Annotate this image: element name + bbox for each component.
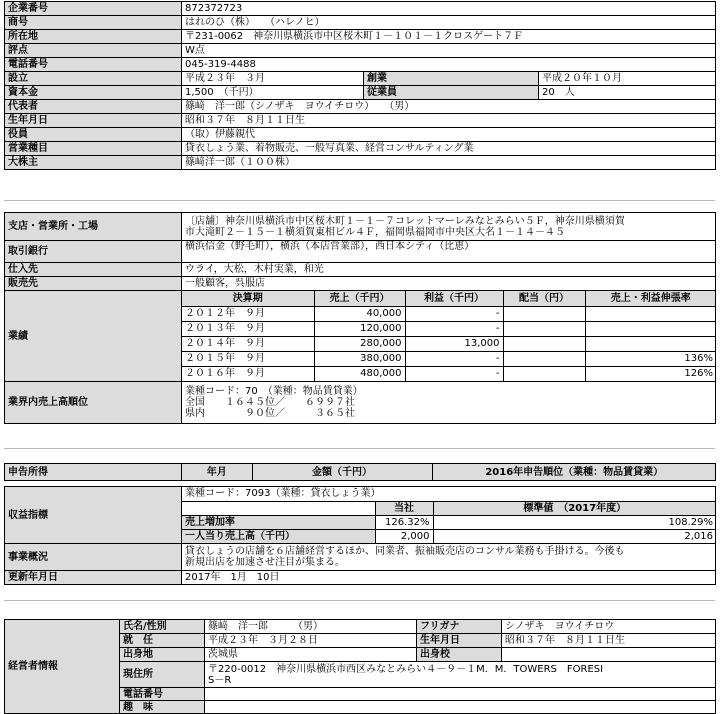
business-label: 営業種目 xyxy=(5,142,182,156)
row-tax xyxy=(5,464,716,481)
company-header: 当社 xyxy=(375,501,433,515)
home-address: 〒220-0012 神奈川県横浜市西区みなとみらい４－９－１M．M．TOWERS FORESI S－R xyxy=(205,662,716,688)
manager-name: 篠﨑 洋一郎 （男） xyxy=(205,620,417,634)
officer-label: 役員 xyxy=(5,128,182,142)
banks: 横浜信金（野毛町），横浜（本店営業部），西日本シティ（比恵） xyxy=(182,241,716,263)
index-standard: 2,016 xyxy=(433,529,716,543)
profit-header: 利益（千円） xyxy=(405,291,503,306)
period: ２０１３年 ９月 xyxy=(182,321,314,336)
period-header: 決算期 xyxy=(182,291,314,306)
period: ２０１５年 ９月 xyxy=(182,351,314,366)
growth xyxy=(585,336,716,351)
shareholder: 篠﨑洋一郎（１００株） xyxy=(182,156,716,170)
dividend xyxy=(503,351,585,366)
company-name: はれのひ（株） （ハレノヒ） xyxy=(182,16,716,30)
row-banks xyxy=(5,241,716,263)
address: 〒231-0062 神奈川県横浜市中区桜木町１－１０１－１クロスゲート７Ｆ xyxy=(182,30,716,44)
row-suppliers xyxy=(5,263,716,277)
table-row xyxy=(182,321,716,336)
sales: 480,000 xyxy=(314,366,405,381)
dividend xyxy=(503,321,585,336)
table-row xyxy=(182,366,716,381)
row-birth xyxy=(5,114,716,128)
row-phone xyxy=(5,58,716,72)
company-code: 872372723 xyxy=(182,2,716,16)
profit: - xyxy=(405,351,503,366)
suppliers: ウライ，大松，木村実業，和光 xyxy=(182,263,716,277)
customers-label: 販売先 xyxy=(5,277,182,291)
growth xyxy=(585,306,716,321)
profit-index-label: 収益指標 xyxy=(5,487,182,544)
updated: 2017年 1月 10日 xyxy=(182,571,716,585)
founded-label: 設立 xyxy=(5,72,182,86)
dividend xyxy=(503,306,585,321)
birth: 昭和３７年 ８月１１日生 xyxy=(182,114,716,128)
manager-phone xyxy=(205,688,716,701)
sales: 280,000 xyxy=(314,336,405,351)
table-row xyxy=(182,306,716,321)
overview-label: 事業概況 xyxy=(5,544,182,571)
employees: 20 人 xyxy=(539,86,716,100)
row-company-name xyxy=(5,16,716,30)
birth-label: 生年月日 xyxy=(5,114,182,128)
divider xyxy=(4,600,715,601)
customers: 一般顧客，呉服店 xyxy=(182,277,716,291)
company-name-label: 商号 xyxy=(5,16,182,30)
hometown: 茨城県 xyxy=(205,648,417,662)
standard-header: 標準値 （2017年度） xyxy=(433,501,716,515)
score-label: 評点 xyxy=(5,44,182,58)
results-header xyxy=(182,291,716,306)
dividend xyxy=(503,366,585,381)
manager-name-label: 氏名/性別 xyxy=(120,620,205,634)
period: ２０１６年 ９月 xyxy=(182,366,314,381)
table-row xyxy=(182,351,716,366)
row-shareholder xyxy=(5,156,716,170)
row-capital xyxy=(5,86,716,100)
manager-birth: 昭和３７年 ８月１１日生 xyxy=(502,634,716,648)
table-row xyxy=(182,529,716,543)
row-representative xyxy=(5,100,716,114)
row-officer xyxy=(5,128,716,142)
representative: 篠﨑 洋一郎（シノザキ ヨウイチロウ） （男） xyxy=(182,100,716,114)
growth: 136% xyxy=(585,351,716,366)
ranking-label: 業界内売上高順位 xyxy=(5,382,182,424)
finance-section xyxy=(4,463,715,585)
appointed: 平成２３年 ３月２８日 xyxy=(205,634,417,648)
company-code-label: 企業番号 xyxy=(5,2,182,16)
growth xyxy=(585,321,716,336)
company-info-section xyxy=(4,1,715,170)
period: ２０１４年 ９月 xyxy=(182,336,314,351)
established: 平成２０年１０月 xyxy=(539,72,716,86)
furigana-label: フリガナ xyxy=(417,620,502,634)
updated-label: 更新年月日 xyxy=(5,571,182,585)
divider xyxy=(4,448,715,449)
row-profit-index xyxy=(5,487,716,544)
row-branches xyxy=(5,213,716,241)
tax-month-header: 年月 xyxy=(182,464,252,480)
row-updated xyxy=(5,571,716,585)
table-row xyxy=(182,336,716,351)
profit: - xyxy=(405,321,503,336)
index-company: 2,000 xyxy=(375,529,433,543)
hobby-label: 趣 味 xyxy=(120,701,205,714)
address-label: 所在地 xyxy=(5,30,182,44)
tax-rank-header: 2016年申告順位（業種：物品賃貸業） xyxy=(432,464,716,480)
capital-label: 資本金 xyxy=(5,86,182,100)
results-table xyxy=(182,291,716,381)
manager-label: 経営者情報 xyxy=(5,620,120,714)
table-row xyxy=(182,515,716,529)
phone-label: 電話番号 xyxy=(5,58,182,72)
score: W点 xyxy=(182,44,716,58)
overview: 貸衣しょうの店舗を６店舗経営するほか、同業者、振袖販売店のコンサル業務も手掛ける。今後も 新規出店を加速させ注目が集まる。 xyxy=(182,544,716,571)
growth: 126% xyxy=(585,366,716,381)
appointed-label: 就 任 xyxy=(120,634,205,648)
profit-index-table xyxy=(182,487,716,543)
founded: 平成２３年 ３月 xyxy=(182,72,364,86)
index-company: 126.32% xyxy=(375,515,433,529)
profit-index-industry: 業種コード：7093（業種：貸衣しょう業） xyxy=(182,487,716,501)
sales-header: 売上（千円） xyxy=(314,291,405,306)
furigana: シノザキ ヨウイチロウ xyxy=(502,620,716,634)
row-company-code xyxy=(5,2,716,16)
manager-phone-label: 電話番号 xyxy=(120,688,205,701)
shareholder-label: 大株主 xyxy=(5,156,182,170)
row-ranking xyxy=(5,382,716,424)
dividend-header: 配当（円） xyxy=(503,291,585,306)
manager-birth-label: 生年月日 xyxy=(417,634,502,648)
capital: 1,500 （千円） xyxy=(182,86,364,100)
school-label: 出身校 xyxy=(417,648,502,662)
tax-amount-header: 金額（千円） xyxy=(252,464,432,480)
row-score xyxy=(5,44,716,58)
row-overview xyxy=(5,544,716,571)
branches: 〔店舗〕神奈川県横浜市中区桜木町１－１－７コレットマーレみなとみらい５Ｆ，神奈川県横須賀 市大滝町２－１５－１横須賀東相ビル４Ｆ，福岡県福岡市中央区大名１－１４－４５ xyxy=(182,213,716,241)
banks-label: 取引銀行 xyxy=(5,241,182,263)
profit: - xyxy=(405,306,503,321)
sales: 120,000 xyxy=(314,321,405,336)
suppliers-label: 仕入先 xyxy=(5,263,182,277)
row-customers xyxy=(5,277,716,291)
employees-label: 従業員 xyxy=(364,86,539,100)
row-results xyxy=(5,291,716,382)
manager-section xyxy=(4,619,715,714)
hometown-label: 出身地 xyxy=(120,648,205,662)
divider xyxy=(4,200,715,201)
sales: 380,000 xyxy=(314,351,405,366)
operations-section xyxy=(4,212,715,424)
representative-label: 代表者 xyxy=(5,100,182,114)
index-standard: 108.29% xyxy=(433,515,716,529)
tax-label: 申告所得 xyxy=(5,464,182,481)
row-address xyxy=(5,30,716,44)
sales: 40,000 xyxy=(314,306,405,321)
index-name: 一人当り売上高（千円） xyxy=(182,529,375,543)
profit: 13,000 xyxy=(405,336,503,351)
index-name: 売上増加率 xyxy=(182,515,375,529)
business: 貸衣しょう業、着物販売、一般写真業、経営コンサルティング業 xyxy=(182,142,716,156)
phone: 045-319-4488 xyxy=(182,58,716,72)
row-founded xyxy=(5,72,716,86)
established-label: 創業 xyxy=(364,72,539,86)
period: ２０１２年 ９月 xyxy=(182,306,314,321)
results-label: 業績 xyxy=(5,291,182,382)
dividend xyxy=(503,336,585,351)
row-business xyxy=(5,142,716,156)
home-address-label: 現住所 xyxy=(120,662,205,688)
ranking: 業種コード：70 （業種：物品賃貸業） 全国 １６４５位／ ６９９７社 県内 ９０位／ ３６５社 xyxy=(182,382,716,424)
growth-header: 売上・利益伸張率 xyxy=(585,291,716,306)
profit: - xyxy=(405,366,503,381)
officer: （取）伊藤親代 xyxy=(182,128,716,142)
branches-label: 支店・営業所・工場 xyxy=(5,213,182,241)
school xyxy=(502,648,716,662)
